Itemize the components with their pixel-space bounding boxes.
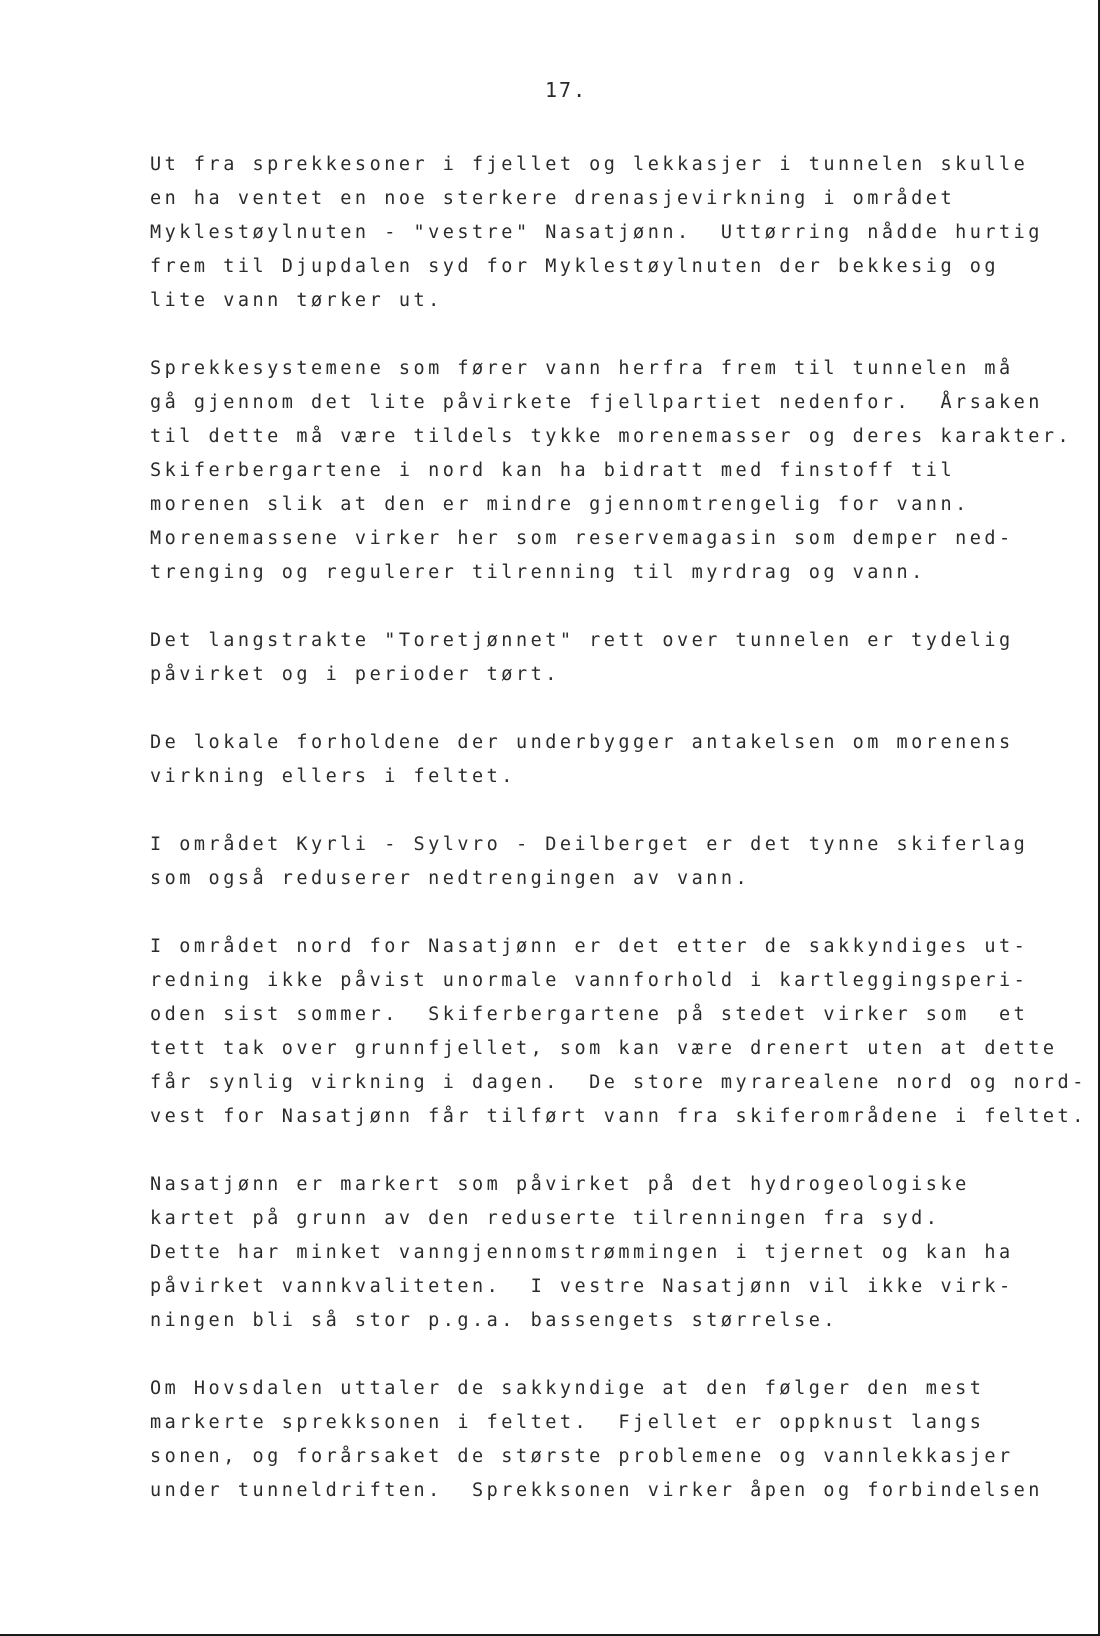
- text-line: markerte sprekksonen i feltet. Fjellet er oppknust langs: [150, 1412, 985, 1433]
- paragraph-8: [150, 1372, 1050, 1508]
- paragraph-2: [150, 352, 1073, 590]
- text-line: gå gjennom det lite påvirkete fjellpartiet nedenfor. Årsaken: [150, 392, 1043, 413]
- page-number: 17.: [545, 78, 588, 102]
- text-line: trenging og regulerer tilrenning til myrdrag og vann.: [150, 562, 926, 583]
- paragraph-6: [150, 930, 1087, 1134]
- text-line: Myklestøylnuten - "vestre" Nasatjønn. Uttørring nådde hurtig: [150, 222, 1043, 243]
- text-line: oden sist sommer. Skiferbergartene på stedet virker som et: [150, 1004, 1029, 1025]
- text-line: tett tak over grunnfjellet, som kan være drenert uten at dette: [150, 1038, 1058, 1059]
- text-line: en ha ventet en noe sterkere drenasjevirkning i området: [150, 188, 956, 209]
- text-line: Dette har minket vanngjennomstrømmingen i tjernet og kan ha: [150, 1242, 1014, 1263]
- text-line: I området nord for Nasatjønn er det etter de sakkyndiges ut-: [150, 936, 1029, 957]
- text-line: lite vann tørker ut.: [150, 290, 443, 311]
- text-line: påvirket og i perioder tørt.: [150, 664, 560, 685]
- text-line: Om Hovsdalen uttaler de sakkyndige at den følger den mest: [150, 1378, 985, 1399]
- text-line: I området Kyrli - Sylvro - Deilberget er det tynne skiferlag: [150, 834, 1029, 855]
- paragraph-3: [150, 624, 1050, 692]
- text-line: vest for Nasatjønn får tilført vann fra skiferområdene i feltet.: [150, 1106, 1087, 1127]
- text-line: Morenemassene virker her som reservemagasin som demper ned-: [150, 528, 1014, 549]
- text-line: Sprekkesystemene som fører vann herfra frem til tunnelen må: [150, 358, 1014, 379]
- paragraph-1: [150, 148, 1050, 318]
- text-line: ningen bli så stor p.g.a. bassengets størrelse.: [150, 1310, 838, 1331]
- text-line: Ut fra sprekkesoner i fjellet og lekkasjer i tunnelen skulle: [150, 154, 1029, 175]
- text-line: frem til Djupdalen syd for Myklestøylnuten der bekkesig og: [150, 256, 1000, 277]
- text-line: kartet på grunn av den reduserte tilrenningen fra syd.: [150, 1208, 941, 1229]
- text-line: redning ikke påvist unormale vannforhold i kartleggingsperi-: [150, 970, 1029, 991]
- paragraph-7: [150, 1168, 1050, 1338]
- text-line: Skiferbergartene i nord kan ha bidratt med finstoff til: [150, 460, 956, 481]
- text-line: påvirket vannkvaliteten. I vestre Nasatjønn vil ikke virk-: [150, 1276, 1014, 1297]
- text-line: morenen slik at den er mindre gjennomtrengelig for vann.: [150, 494, 970, 515]
- body-text: [150, 148, 1087, 1542]
- text-line: under tunneldriften. Sprekksonen virker åpen og forbindelsen: [150, 1480, 1043, 1501]
- text-line: som også reduserer nedtrengingen av vann.: [150, 868, 751, 889]
- paragraph-4: [150, 726, 1050, 794]
- text-line: De lokale forholdene der underbygger antakelsen om morenens: [150, 732, 1014, 753]
- text-line: Det langstrakte "Toretjønnet" rett over tunnelen er tydelig: [150, 630, 1014, 651]
- text-line: til dette må være tildels tykke morenemasser og deres karakter.: [150, 426, 1073, 447]
- text-line: Nasatjønn er markert som påvirket på det hydrogeologiske: [150, 1174, 970, 1195]
- text-line: virkning ellers i feltet.: [150, 766, 516, 787]
- text-line: får synlig virkning i dagen. De store myrarealene nord og nord-: [150, 1072, 1087, 1093]
- text-line: sonen, og forårsaket de største problemene og vannlekkasjer: [150, 1446, 1014, 1467]
- paragraph-5: [150, 828, 1050, 896]
